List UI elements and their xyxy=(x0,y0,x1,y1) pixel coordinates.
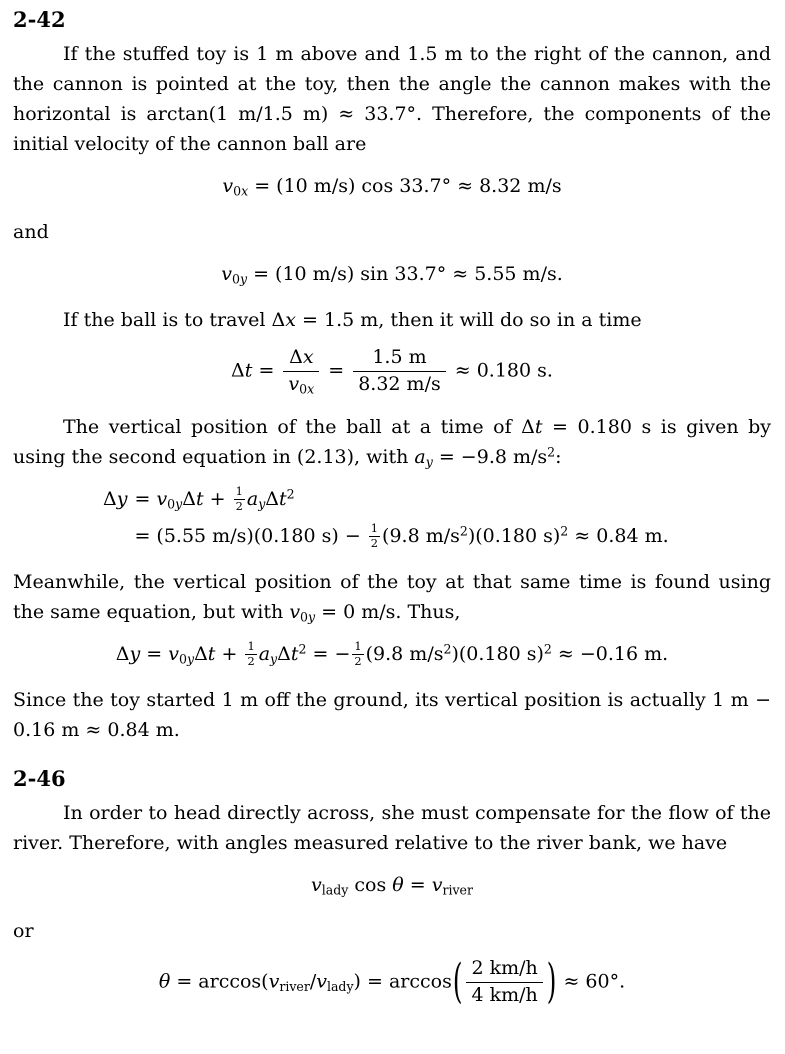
paragraph: In order to head directly across, she must compensate for the flow of the river. Therefore, with angles measured relative to the river bank, we have xyxy=(13,801,771,854)
fraction: $\frac{\Delta x}{v_{0x}}$ xyxy=(283,347,319,396)
display-equation: $\Delta y = v_{0y}\Delta t$ + $\frac{1}{2}$ $a_y\Delta t^2$ = − $\frac{1}{2}$ (9.8 $m/s^2)(0.180$ s)$^2$ ≈ −0.16 m. xyxy=(115,639,669,669)
fraction-half: $\frac{1}{2}$ xyxy=(370,521,379,551)
paragraph: If the ball is to travel Δx = 1.5 m, then it will do so in a time xyxy=(63,309,642,331)
paragraph: Since the toy started 1 m off the ground, its vertical position is actually 1 m − 0.16 m ≈ 0.84 m. xyxy=(13,688,771,741)
fraction-half: $\frac{1}{2}$ xyxy=(247,639,255,669)
display-equation: $v_{0y} = (10$ m/s) sin 33.7° ≈ 5.55 m/s. xyxy=(221,263,563,287)
big-open-paren: ( xyxy=(452,952,463,1008)
paragraph: The vertical position of the ball at a time of Δt = 0.180 s is given by using the second equation in (2.13), with $a_y = -9.8$ $m/s^2$: xyxy=(13,415,771,470)
fraction-half: $\frac{1}{2}$ xyxy=(235,484,243,514)
display-equation: Δt = $\frac{\Delta x}{v_{0x}}$ = $\frac{1.5 m}{8.32 m/s}$ ≈ 0.180 s. xyxy=(231,346,553,397)
display-equation: $v_{lady}$ $\cos \theta = v_{river}$ xyxy=(311,873,473,898)
fraction: $\frac{2 km/h}{4 km/h}$ xyxy=(466,958,542,1007)
equation-rhs: = (5.55 m/s)(0.180 s) − $\frac{1}{2}$ (9.8 $m/s^2)(0.180$ s)$^2$ ≈ 0.84 m. xyxy=(134,521,669,551)
display-equation: $v_{0x} = (10$ m/s) cos 33.7° ≈ 8.32 m/s xyxy=(222,175,562,199)
equation-lhs xyxy=(103,521,127,551)
display-equation: $\theta = \arccos(v_{river}/v_{lady}) = \arccos$( $\frac{2 km/h}{4 km/h}$ ) ≈ 60°. xyxy=(158,952,626,1008)
equation-lhs: Δy xyxy=(103,487,128,510)
paragraph: or xyxy=(13,919,34,942)
paragraph: If the stuffed toy is 1 m above and 1.5 m to the right of the cannon, and the cannon is pointed at the toy, then the angle the cannon makes with the horizontal is arctan(1 m/1.5 m) ≈ 33.7°. Therefore, the components of the initial velocity of the cannon ball are xyxy=(13,43,771,155)
equation-rhs: = $v_{0y}\Delta t$ + $\frac{1}{2}$ $a_y\Delta t^2$ xyxy=(134,484,295,514)
aligned-equations xyxy=(103,484,771,551)
fraction-half: $\frac{1}{2}$ xyxy=(354,639,362,669)
problem-heading: 2-42 xyxy=(13,7,66,32)
problem-heading: 2-46 xyxy=(13,765,66,791)
big-close-paren: ) xyxy=(546,952,557,1008)
paragraph: Meanwhile, the vertical position of the toy at that same time is found using the same equation, but with $v_{0y} = 0$ m/s. Thus, xyxy=(13,570,771,625)
fraction: $\frac{1.5 m}{8.32 m/s}$ xyxy=(353,347,446,396)
paragraph: and xyxy=(13,221,49,243)
